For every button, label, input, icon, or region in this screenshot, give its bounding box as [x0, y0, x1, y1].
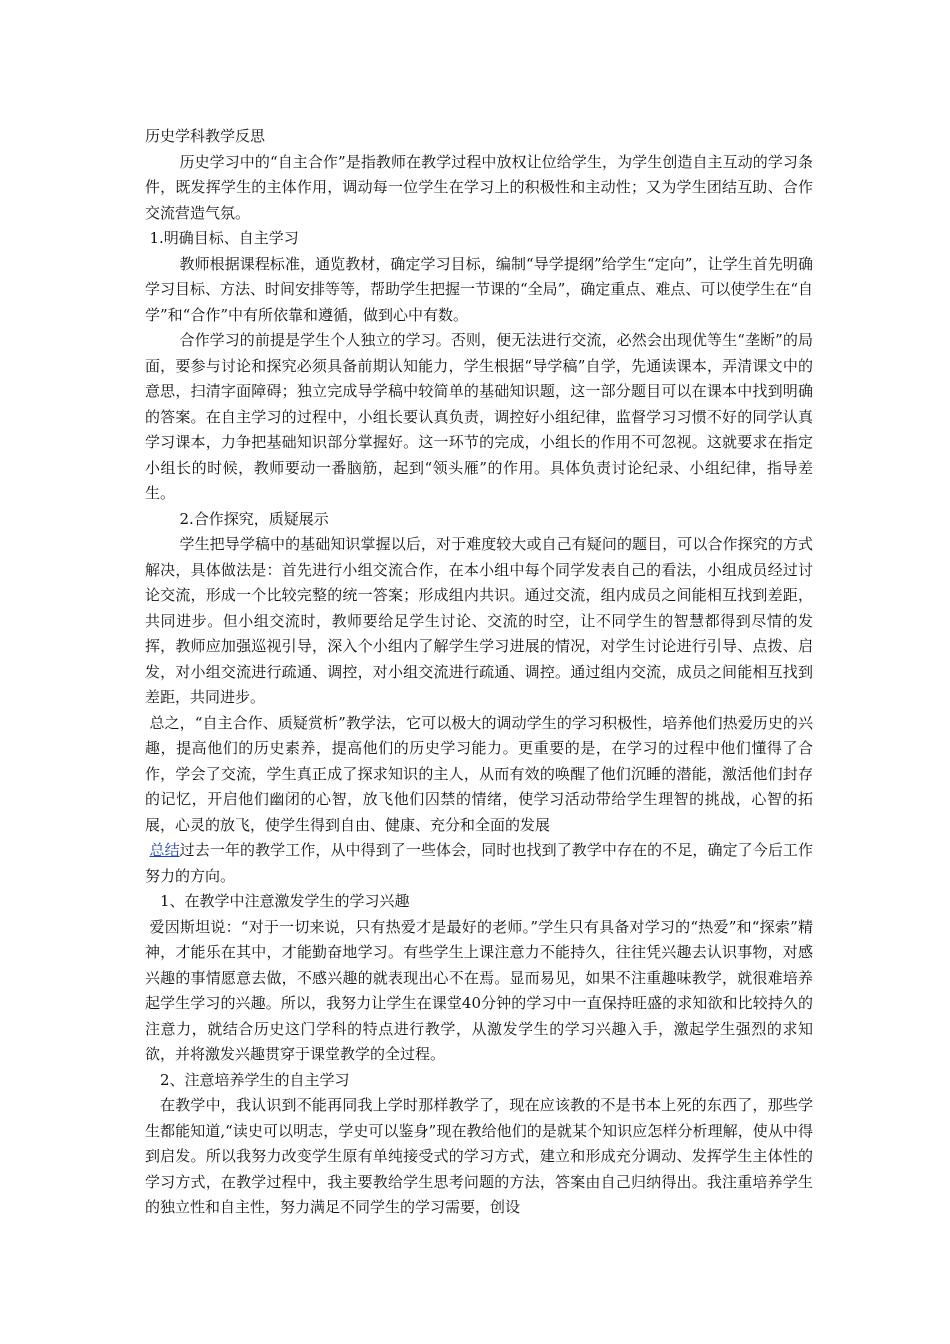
heading-2: 2.合作探究，质疑展示	[179, 509, 329, 528]
paragraph-interest: 爱因斯坦说：“对于一切来说，只有热爱才是最好的老师。”学生只有具备对学习的“热爱”和“探索”精神，才能乐在其中，才能勤奋地学习。有些学生上课注意力不能持久，往往凭兴趣去认识事物，对感兴趣的事情愿意去做，不感兴趣的就表现出心不在焉。显而易见，如果不注重趣味教学，就很难培养起学生学习的兴趣。所以，我努力让学生在课堂40分钟的学习中一直保持旺盛的求知欲和比较持久的注意力，就结合历史这门学科的特点进行教学，从激发学生的学习兴趣入手，激起学生强烈的求知欲，并将激发兴趣贯穿于课堂教学的全过程。	[145, 917, 813, 1063]
heading-4: 2、注意培养学生的自主学习	[160, 1070, 350, 1089]
document-page	[145, 124, 813, 1221]
heading-1: 1.明确目标、自主学习	[149, 229, 299, 247]
paragraph-conclusion: 总之，“自主合作、质疑赏析”教学法，它可以极大的调动学生的学习积极性，培养他们热爱历史的兴趣，提高他们的历史素养，提高他们的历史学习能力。更重要的是，在学习的过程中他们懂得了合作，学会了交流，学生真正成了探求知识的主人，从而有效的唤醒了他们沉睡的潜能，激活他们封存的记忆，开启他们幽闭的心智，放飞他们囚禁的情绪，使学习活动带给学生理智的挑战，心智的拓展，心灵的放飞，使学生得到自由、健康、充分和全面的发展	[145, 713, 813, 834]
paragraph-autonomy: 在教学中，我认识到不能再同我上学时那样教学了，现在应该教的不是书本上死的东西了，那些学生都能知道,“读史可以明志，学史可以鉴身”现在教给他们的是就某个知识应怎样分析理解，使从中得到启发。所以我努力改变学生原有单纯接受式的学习方式，建立和形成充分调动、发挥学生主体性的学习方式，在教学过程中，我主要教给学生思考问题的方法，答案由自己归纳得出。我注重培养学生的独立性和自主性，努力满足不同学生的学习需要，创设	[145, 1096, 813, 1216]
paragraph-summary	[145, 838, 813, 889]
paragraph-goals: 教师根据课程标准，通览教材，确定学习目标，编制“导学提纲”给学生“定向”，让学生首先明确学习目标、方法、时间安排等等，帮助学生把握一节课的“全局”，确定重点、难点、可以使学生在“自学”和“合作”中有所依靠和遵循，做到心中有数。	[145, 254, 814, 324]
paragraph-intro: 历史学习中的“自主合作”是指教师在教学过程中放权让位给学生，为学生创造自主互动的学习条件，既发挥学生的主体作用，调动每一位学生在学习上的积极性和主动性；又为学生团结互助、合作交流营造气氛。	[145, 152, 813, 222]
heading-3: 1、在教学中注意激发学生的学习兴趣	[160, 892, 410, 910]
paragraph-independent-study: 合作学习的前提是学生个人独立的学习。否则，便无法进行交流，必然会出现优等生“垄断”的局面，要参与讨论和探究必须具备前期认知能力，学生根据“导学稿”自学，先通读课本，弄清课文中的意思，扫清字面障碍；独立完成导学稿中较简单的基础知识题，这一部分题目可以在课本中找到明确的答案。在自主学习的过程中，小组长要认真负责，调控好小组纪律，监督学习习惯不好的同学认真学习课本，力争把基础知识部分掌握好。这一环节的完成，小组长的作用不可忽视。这就要求在指定小组长的时候，教师要动一番脑筋，起到“领头雁”的作用。具体负责讨论纪录、小组纪律，指导差生。	[145, 331, 813, 502]
summary-text: 过去一年的教学工作，从中得到了一些体会，同时也找到了教学中存在的不足，确定了今后工作努力的方向。	[145, 841, 813, 885]
summary-link[interactable]: 总结	[149, 841, 180, 859]
paragraph-cooperation: 学生把导学稿中的基础知识掌握以后，对于难度较大或自己有疑问的题目，可以合作探究的方式解决，具体做法是：首先进行小组交流合作，在本小组中每个同学发表自己的看法，小组成员经过讨论交流，形成一个比较完整的统一答案；形成组内共识。通过交流，组内成员之间能相互找到差距，共同进步。但小组交流时，教师要给足学生讨论、交流的时空，让不同学生的智慧都得到尽情的发挥，教师应加强巡视引导，深入个小组内了解学生学习进展的情况，对学生讨论进行引导、点拨、启发，对小组交流进行疏通、调控，对小组交流进行疏通、调控。通过组内交流，成员之间能相互找到差距，共同进步。	[145, 535, 813, 706]
document-title: 历史学科教学反思	[145, 127, 266, 145]
